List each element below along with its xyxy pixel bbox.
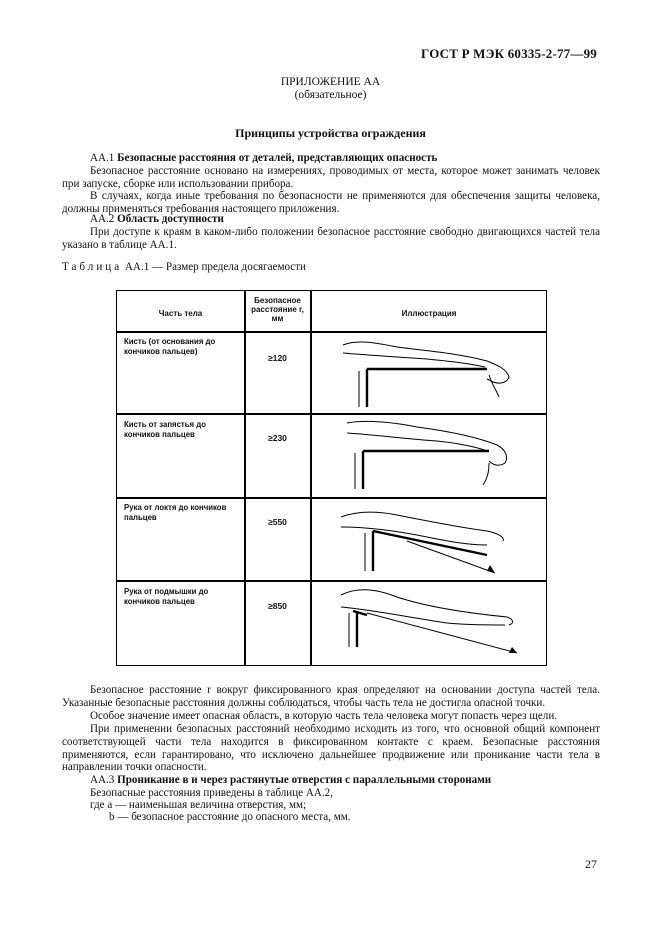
document-header: ГОСТ Р МЭК 60335-2-77—99 <box>421 46 597 61</box>
header-part: Часть тела <box>158 309 203 318</box>
row-4-distance: ≥850 <box>268 601 287 611</box>
appendix-subtitle: (обязательное) <box>294 89 367 101</box>
table-divider <box>310 291 312 665</box>
aa3-heading-text: Проникание в и через растянутые отверстия с параллельными сторонами <box>117 774 492 786</box>
aa2-heading-text: Область доступности <box>117 213 224 225</box>
aa3-paragraph-1: Безопасные расстояния приведены в таблице АА.2, <box>90 787 333 799</box>
aa1-heading <box>62 152 600 165</box>
aa2-paragraph-1: При доступе к краям в каком-либо положении безопасное расстояние свободно двигающихся частей тела указано в таблице АА.1. <box>62 226 600 251</box>
table-caption-label: Таблица <box>62 261 123 273</box>
aa3-where-a: где a — наименьшая величина отверстия, мм; <box>90 799 307 811</box>
reach-table <box>116 290 547 666</box>
elbow-reach-illustration <box>337 501 527 577</box>
hand-reach-illustration <box>337 335 517 411</box>
aa3-heading <box>62 774 600 787</box>
aa3-number: АА.3 <box>90 774 115 786</box>
row-2-part: Кисть от запястья до кончиков пальцев <box>124 420 206 439</box>
aa1-heading-text: Безопасные расстояния от деталей, представляющих опасность <box>117 152 438 164</box>
appendix-title: ПРИЛОЖЕНИЕ АА <box>280 76 381 88</box>
armpit-reach-illustration <box>337 585 537 661</box>
aa1-number: АА.1 <box>90 152 115 164</box>
table-divider <box>117 413 546 415</box>
appendix-heading <box>0 76 661 102</box>
page-number: 27 <box>585 857 597 871</box>
after-paragraph-1: Безопасное расстояние r вокруг фиксированного края определяют на основании доступа частей тела. Указанные безопасные расстояния должны соблюдаться, чтобы часть тела не достигла опасной точки. <box>62 684 600 709</box>
row-2-distance: ≥230 <box>268 433 287 443</box>
aa3-where-b: b — безопасное расстояние до опасного места, мм. <box>109 811 351 823</box>
row-3-part: Рука от локтя до кончиков пальцев <box>124 503 227 522</box>
table-divider <box>117 497 546 499</box>
table-caption-text: АА.1 — Размер предела досягаемости <box>124 261 306 273</box>
aa1-paragraph-2: В случаях, когда иные требования по безопасности не применяются для обеспечения защиты человека, должны применяться требования настоящего приложения. <box>62 190 600 215</box>
aa2-number: АА.2 <box>90 213 115 225</box>
table-divider <box>117 331 546 333</box>
row-1-part: Кисть (от основания до кончиков пальцев) <box>124 337 216 356</box>
header-distance: Безопасное расстояние r, мм <box>251 296 304 323</box>
row-4-part: Рука от подмышки до кончиков пальцев <box>124 587 209 606</box>
section-title: Принципы устройства ограждения <box>235 126 426 140</box>
after-paragraph-3: При применении безопасных расстояний необходимо исходить из того, что основной общий компонент соответствующей части тела находится в фиксированном контакте с краем. Безопасные расстояния применяются, если гарантировано, что исключено дальнейшее продвижение или проникание части тела в направлении точки опасности. <box>62 723 600 774</box>
aa2-heading <box>62 213 600 226</box>
row-1-distance: ≥120 <box>268 353 287 363</box>
table-caption <box>62 261 306 273</box>
aa1-paragraph-1: Безопасное расстояние основано на измерениях, проводимых от места, которое может занимать человек при запуске, сборке или использовании прибора. <box>62 165 600 190</box>
row-3-distance: ≥550 <box>268 517 287 527</box>
after-paragraph-2: Особое значение имеет опасная область, в которую часть тела человека могут попасть через щели. <box>90 710 558 722</box>
table-divider <box>117 580 546 582</box>
wrist-reach-illustration <box>337 417 517 493</box>
header-illustration: Иллюстрация <box>401 309 457 318</box>
